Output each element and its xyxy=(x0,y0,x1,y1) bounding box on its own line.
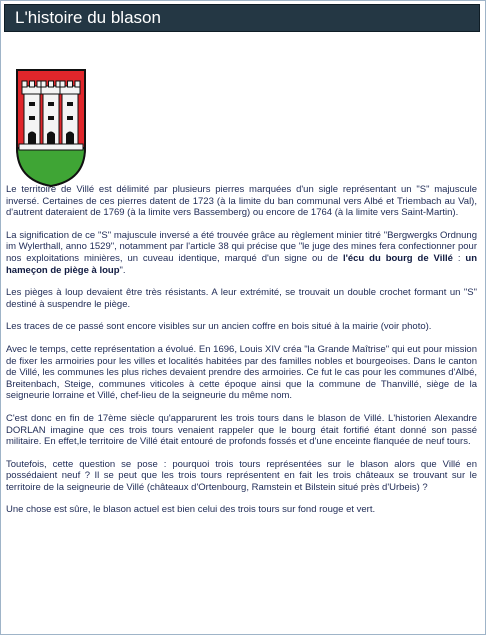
paragraph-wolf-traps: Les pièges à loup devaient être très résistants. A leur extrémité, se trouvait un double crochet formant un "S" destiné à suspendre le piège. xyxy=(6,287,477,310)
paragraph-text: : xyxy=(452,252,466,264)
tower-middle xyxy=(41,81,61,144)
tower-left xyxy=(22,81,42,144)
paragraph-three-towers: C'est donc en fin de 17ème siècle qu'apparurent les trois tours dans le blason de Villé. L'historien Alexandre DORLAN imagine que ces trois tours venaient rappeler que le bourg était fortifié étant donné son passé militaire. En effet,le territoire de Villé était entouré de profonds fossés et d'une enceinte flanquée de neuf tours. xyxy=(6,412,477,448)
paragraph-traces: Les traces de ce passé sont encore visibles sur un ancien coffre en bois situé à la mairie (voir photo). xyxy=(6,321,432,333)
page-title: L'histoire du blason xyxy=(15,8,161,27)
paragraph-conclusion: Une chose est sûre, le blason actuel est bien celui des trois tours sur fond rouge et vert. xyxy=(6,504,376,516)
paragraph-question: Toutefois, cette question se pose : pourquoi trois tours représentées sur le blason alors que Villé en possédaient neuf ? Il se peut que les trois tours représentent en fait les trois châteaux se trouvant sur le territoire de la seigneurie de Villé (châteaux d'Ortenbourg, Ramstein et Bilstein situé près d'Urbeis) ? xyxy=(6,458,477,493)
paragraph-evolution: Avec le temps, cette représentation a évolué. En 1696, Louis XIV créa "la Grande Maîtrise" qui eut pour mission de fixer les armoiries pour les villes et localités habitées par des familles nobles et bourgeoises. Dans le canton de Villé, les communes les plus riches devaient prendre des armoiries. Ce fut le cas pour les communes d'Albé, Breitenbach, Steige, communes viticoles à cette époque ainsi que la commune de Thanvillé, siège de la seigneurie lorraine et Villé, chef-lieu de la seigneurie du même nom. xyxy=(6,343,477,402)
tower-right xyxy=(60,81,80,144)
paragraph-text: ". xyxy=(119,264,126,276)
paragraph-boundary-stones: Le territoire de Villé est délimité par plusieurs pierres marquées d'un sigle représentant un "S" majuscule inversé. Certaines de ces pierres datent de 1723 (à la limite du ban communal vers Albé et Triembach au Val), d'autrent dateraient de 1769 (à la limite vers Bassemberg) ou encore de 1764 (à la limite vers Saint-Martin). xyxy=(6,184,477,219)
paragraph-text: La signification de ce "S" majuscule inversé a été trouvée grâce au règlement minier titré "Bergwergks Ordnung im Wylerthall, anno 1529", notamment par l'article 38 qui précise que "le juge des mines fera confectionner pour nos exploitations minières, un cuveau identique, marqué d'un signe ou de xyxy=(6,229,477,264)
bold-ecu-bourg: l'écu du bourg de Villé xyxy=(342,252,453,264)
title-bar xyxy=(4,4,480,32)
paragraph-signification xyxy=(6,230,477,276)
shield-green-base xyxy=(17,148,85,186)
article-body xyxy=(6,184,477,527)
coat-of-arms-three-towers-icon xyxy=(15,68,87,188)
bold-hamecon: un hameçon de piège à loup xyxy=(6,252,478,276)
